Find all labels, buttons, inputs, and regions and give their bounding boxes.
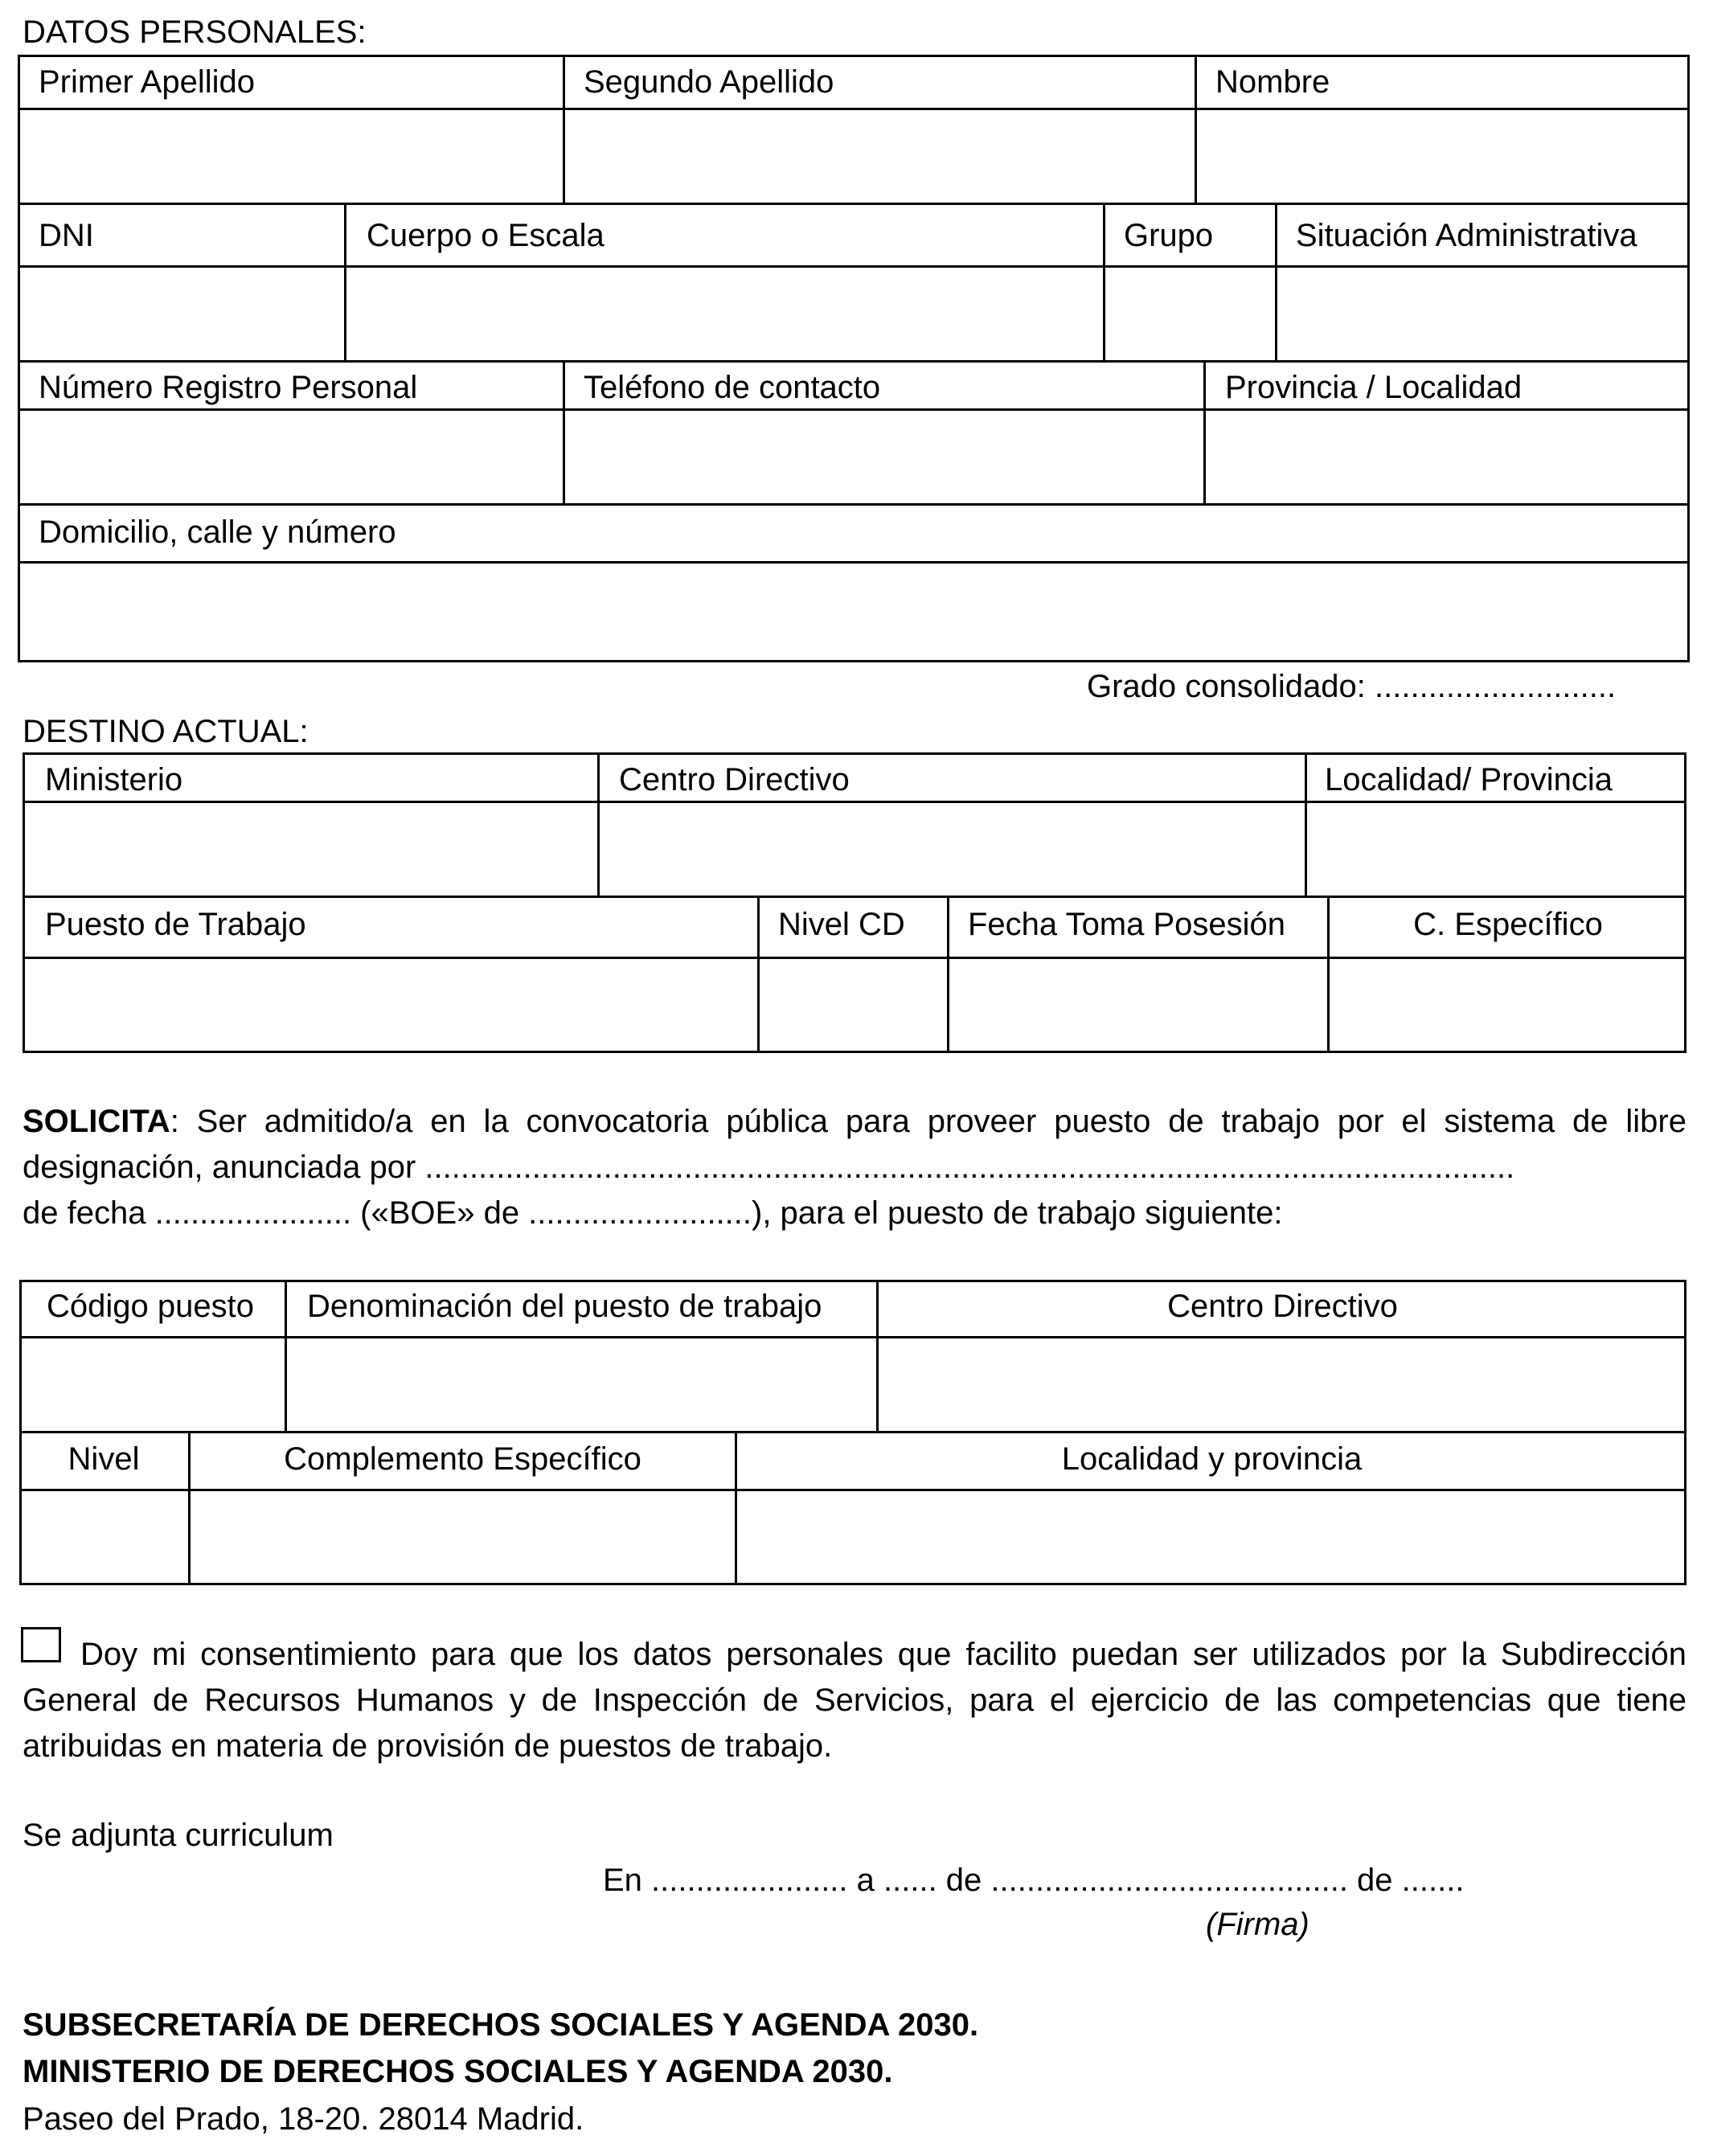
puesto-trabajo-field[interactable] — [26, 960, 756, 1050]
codigo-puesto-label: Código puesto — [47, 1289, 254, 1324]
solicita-paragraph — [23, 1099, 1686, 1236]
solicita-line-1-text: : Ser admitido/a en la convocatoria pública para proveer puesto de trabajo por el sistema de libre — [170, 1104, 1686, 1139]
divider — [1195, 55, 1197, 203]
puesto-trabajo-label: Puesto de Trabajo — [45, 907, 306, 942]
divider — [19, 1489, 1686, 1491]
domicilio-label: Domicilio, calle y número — [39, 514, 396, 550]
numero-registro-personal-field[interactable] — [21, 412, 561, 502]
nivel-label: Nivel — [68, 1441, 140, 1477]
telefono-contacto-label: Teléfono de contacto — [584, 370, 881, 405]
consent-line-2: General de Recursos Humanos y de Inspección de Servicios, para el ejercicio de las competencias que tiene — [23, 1683, 1686, 1718]
divider — [19, 1336, 1686, 1338]
divider — [1203, 360, 1206, 503]
solicita-line-3: de fecha ...................... («BOE» de .........................), para el puesto de trabajo siguiente: — [23, 1195, 1283, 1231]
localidad-provincia-field[interactable] — [1308, 804, 1683, 894]
c-especifico-field[interactable] — [1330, 960, 1683, 1050]
consent-line-1: Doy mi consentimiento para que los datos personales que facilito puedan ser utilizados por la Subdirección — [80, 1637, 1686, 1672]
divider — [18, 503, 1690, 506]
nivel-field[interactable] — [23, 1492, 186, 1582]
divider — [18, 265, 1690, 268]
divider — [285, 1280, 287, 1431]
destino-section-title: DESTINO ACTUAL: — [23, 714, 309, 749]
divider — [23, 801, 1686, 803]
divider — [19, 1431, 1686, 1433]
lugar-fecha-line: En ...................... a ...... de ........................................ de ....... — [603, 1863, 1465, 1898]
divider — [18, 408, 1690, 411]
primer-apellido-label: Primer Apellido — [39, 64, 256, 100]
fecha-toma-posesion-field[interactable] — [950, 960, 1326, 1050]
cuerpo-escala-field[interactable] — [347, 268, 1101, 359]
divider — [18, 108, 1690, 110]
segundo-apellido-field[interactable] — [566, 111, 1193, 201]
firma-area[interactable] — [1045, 1953, 1447, 1986]
localidad-y-provincia-field[interactable] — [738, 1492, 1683, 1582]
situacion-administrativa-field[interactable] — [1278, 268, 1686, 359]
complemento-especifico-field[interactable] — [191, 1492, 733, 1582]
segundo-apellido-label: Segundo Apellido — [584, 64, 834, 100]
dni-field[interactable] — [21, 268, 342, 359]
divider — [344, 203, 346, 360]
numero-registro-personal-label: Número Registro Personal — [39, 370, 418, 405]
solicita-line-2: designación, anunciada por .......................................................................................................................... — [23, 1150, 1515, 1185]
primer-apellido-field[interactable] — [21, 111, 561, 201]
divider — [23, 896, 1686, 898]
situacion-administrativa-label: Situación Administrativa — [1296, 218, 1637, 253]
nombre-field[interactable] — [1198, 111, 1686, 201]
footer-ministerio: MINISTERIO DE DERECHOS SOCIALES Y AGENDA 2030. — [23, 2054, 893, 2089]
solicita-keyword: SOLICITA — [23, 1104, 170, 1139]
divider — [18, 203, 1690, 205]
ministerio-field[interactable] — [26, 804, 596, 894]
provincia-localidad-label: Provincia / Localidad — [1225, 370, 1523, 405]
divider — [1275, 203, 1277, 360]
denominacion-puesto-field[interactable] — [288, 1339, 875, 1429]
divider — [18, 360, 1690, 363]
c-especifico-label: C. Específico — [1413, 907, 1603, 942]
grupo-field[interactable] — [1106, 268, 1273, 359]
ministerio-label: Ministerio — [45, 762, 183, 797]
divider — [757, 896, 760, 1053]
provincia-localidad-field[interactable] — [1207, 412, 1686, 502]
telefono-contacto-field[interactable] — [566, 412, 1202, 502]
domicilio-field[interactable] — [21, 564, 1686, 659]
complemento-especifico-label: Complemento Específico — [284, 1441, 641, 1477]
centro-directivo-solicitado-label: Centro Directivo — [1167, 1289, 1398, 1324]
divider — [563, 55, 565, 203]
divider — [563, 360, 565, 503]
solicita-line-1 — [23, 1099, 1686, 1145]
nivel-cd-field[interactable] — [760, 960, 945, 1050]
divider — [1103, 203, 1105, 360]
fecha-toma-posesion-label: Fecha Toma Posesión — [968, 907, 1286, 942]
divider — [947, 896, 949, 1053]
grado-consolidado: Grado consolidado: ........................... — [1087, 669, 1617, 704]
consent-line-3: atribuidas en materia de provisión de puestos de trabajo. — [23, 1728, 833, 1764]
denominacion-puesto-label: Denominación del puesto de trabajo — [307, 1289, 822, 1324]
dni-label: DNI — [39, 218, 94, 253]
divider — [597, 752, 600, 896]
divider — [23, 957, 1686, 959]
nombre-label: Nombre — [1215, 64, 1330, 100]
centro-directivo-solicitado-field[interactable] — [879, 1339, 1683, 1429]
firma-label: (Firma) — [1206, 1907, 1309, 1942]
centro-directivo-field[interactable] — [600, 804, 1303, 894]
adjunta-curriculum: Se adjunta curriculum — [23, 1818, 334, 1853]
cuerpo-escala-label: Cuerpo o Escala — [367, 218, 605, 253]
consent-paragraph — [23, 1632, 1686, 1769]
footer-subsecretaria: SUBSECRETARÍA DE DERECHOS SOCIALES Y AGENDA 2030. — [23, 2007, 979, 2043]
codigo-puesto-field[interactable] — [23, 1339, 283, 1429]
localidad-provincia-label: Localidad/ Provincia — [1325, 762, 1613, 797]
divider — [18, 561, 1690, 564]
personal-section-title: DATOS PERSONALES: — [23, 14, 367, 50]
footer-address: Paseo del Prado, 18-20. 28014 Madrid. — [23, 2101, 584, 2137]
localidad-y-provincia-label: Localidad y provincia — [1061, 1441, 1363, 1477]
nivel-cd-label: Nivel CD — [778, 907, 905, 942]
centro-directivo-label: Centro Directivo — [619, 762, 850, 797]
divider — [1305, 752, 1307, 896]
grupo-label: Grupo — [1124, 218, 1214, 253]
